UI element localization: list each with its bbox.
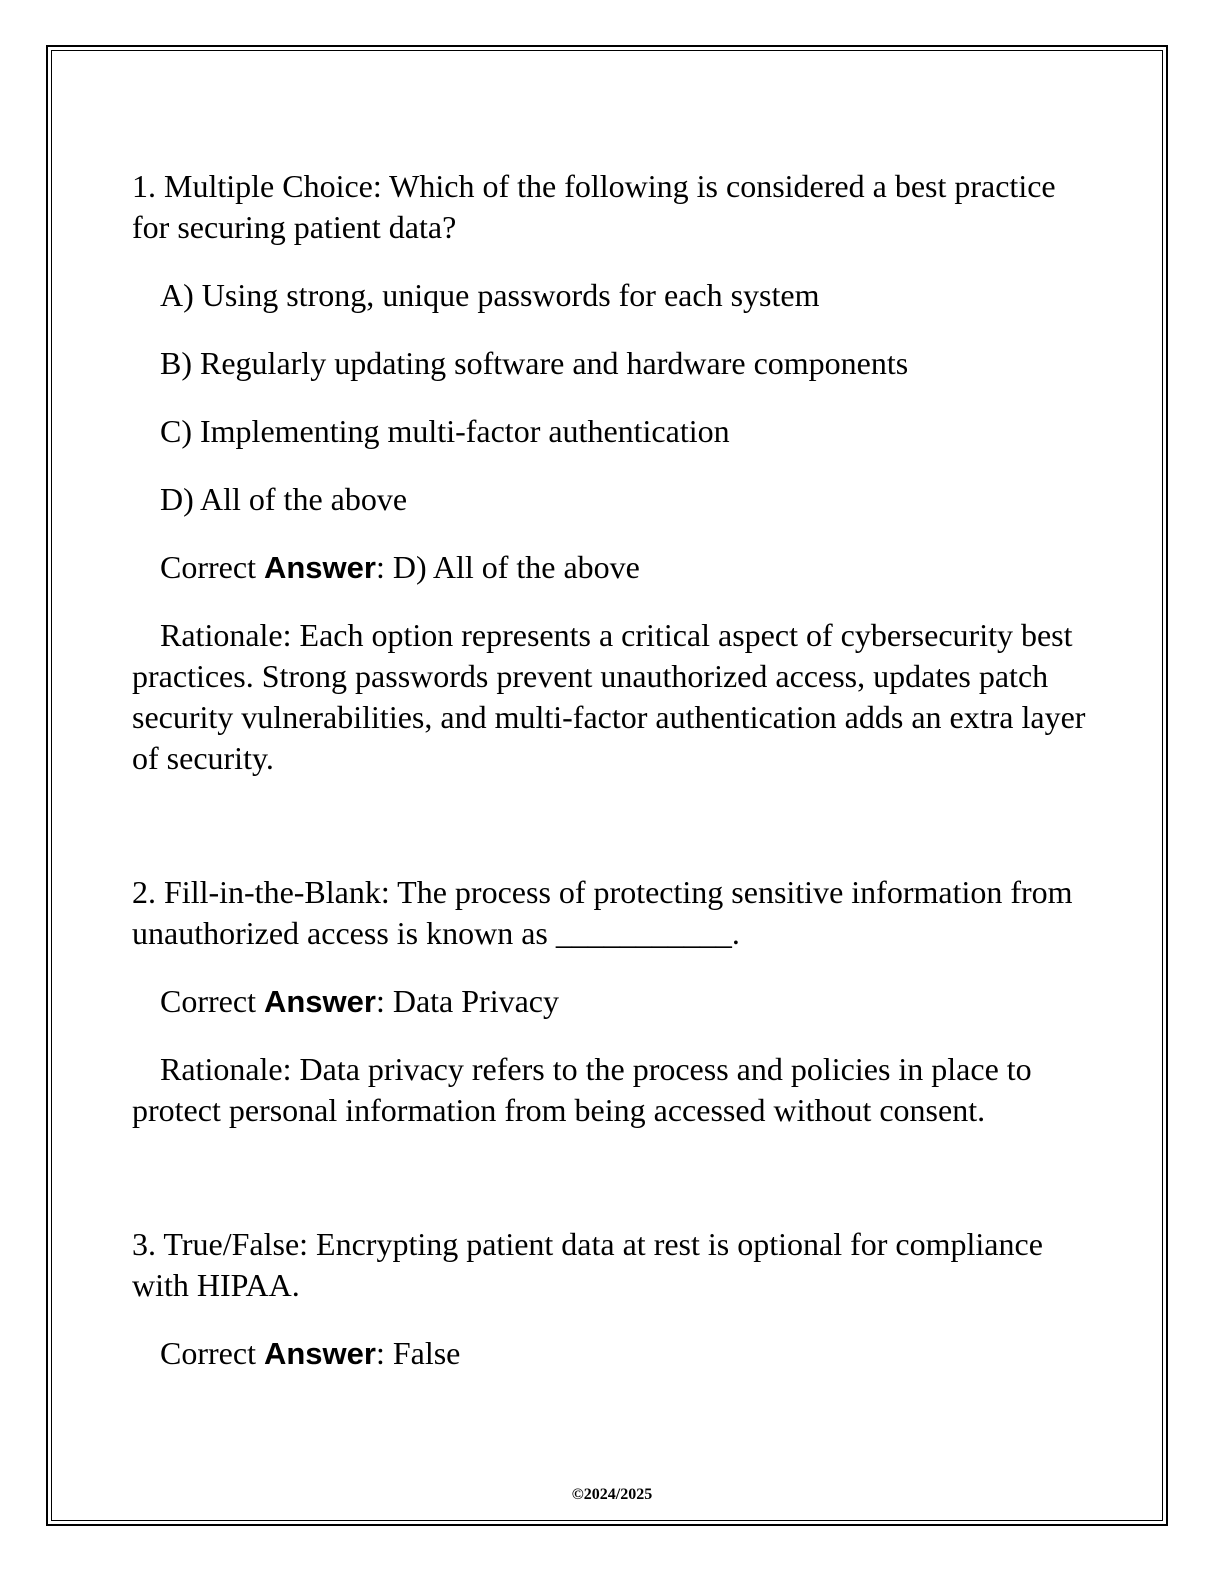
correct-answer [132,547,1092,588]
document-content [132,166,1092,1401]
correct-answer [132,981,1092,1022]
question-1 [132,166,1092,779]
answer-prefix: Correct [160,983,264,1019]
answer-value: : Data Privacy [375,983,559,1019]
rationale: Rationale: Each option represents a critical aspect of cybersecurity best practices. Strong passwords prevent unauthorized access, updates patch security vulnerabilities, and multi-factor authentication adds an extra layer of security. [132,617,1086,776]
rationale: Rationale: Data privacy refers to the process and policies in place to protect personal information from being accessed without consent. [132,1051,1032,1128]
answer-word: Answer [263,1336,376,1371]
question-2 [132,872,1092,1131]
option-a: A) Using strong, unique passwords for each system [160,277,820,313]
answer-word: Answer [263,550,376,585]
option-b: B) Regularly updating software and hardware components [160,345,909,381]
question-text: 1. Multiple Choice: Which of the following is considered a best practice for securing patient data? [132,168,1056,245]
answer-prefix: Correct [160,549,264,585]
question-3 [132,1224,1092,1374]
question-text: 3. True/False: Encrypting patient data at rest is optional for compliance with HIPAA. [132,1226,1043,1303]
correct-answer [132,1333,1092,1374]
answer-word: Answer [263,984,376,1019]
copyright-footer: ©2024/2025 [571,1486,653,1503]
answer-value: : False [375,1335,461,1371]
question-text: 2. Fill-in-the-Blank: The process of protecting sensitive information from unauthorized access is known as ___________. [132,874,1073,951]
option-c: C) Implementing multi-factor authentication [160,413,730,449]
answer-prefix: Correct [160,1335,264,1371]
option-d: D) All of the above [160,481,408,517]
answer-value: : D) All of the above [375,549,640,585]
